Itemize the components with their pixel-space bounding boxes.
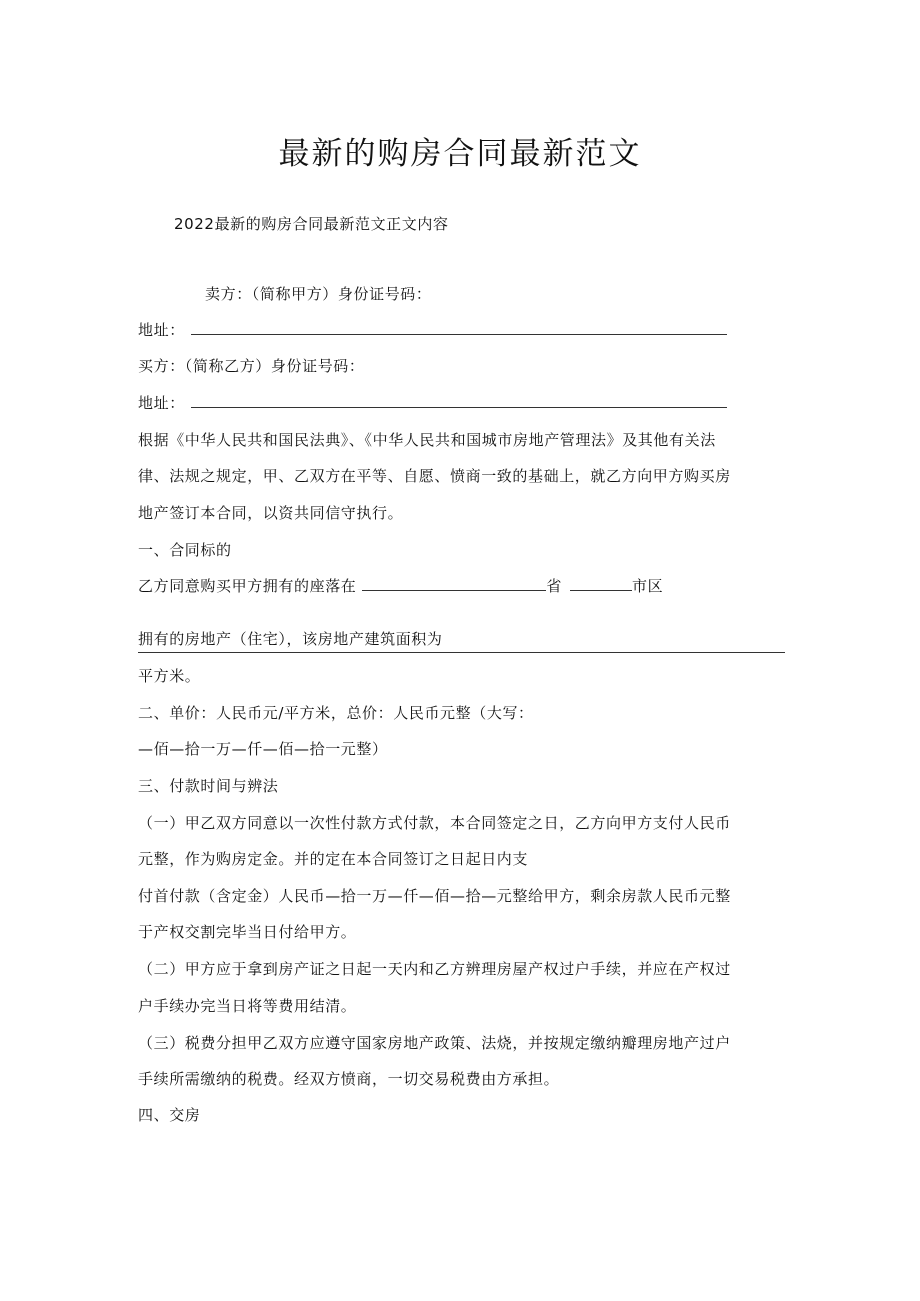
area-rule [138, 652, 785, 653]
section3-p1-line-3: 付首付款（含定金）人民币—拾一万—仟—佰—拾—元整给甲方，剩余房款人民币元整 [138, 887, 731, 905]
preamble-line-2: 律、法规之规定，甲、乙双方在平等、自愿、愤商一致的基础上，就乙方向甲方购买房 [138, 467, 731, 485]
buyer-line: 买方：（简称乙方）身份证号码： [138, 357, 365, 375]
address-label: 地址： [138, 394, 185, 412]
section3-p3-line-1: （三）税费分担甲乙双方应遵守国家房地产政策、法烧，并按规定缴纳瓣理房地产过户 [138, 1034, 731, 1052]
section4-heading: 四、交房 [138, 1106, 201, 1124]
city-label: 市区 [632, 577, 664, 595]
section3-p2-line-2: 户手续办完当日将等费用结清。 [138, 997, 357, 1015]
location-blank [362, 576, 546, 591]
section1-area-unit: 平方米。 [138, 667, 201, 685]
section2-amount-line: —佰—拾一万—仟—佰—拾一元整） [138, 740, 388, 758]
document-title: 最新的购房合同最新范文 [278, 136, 642, 172]
address-blank [191, 320, 727, 335]
location-prefix: 乙方同意购买甲方拥有的座落在 [138, 577, 357, 595]
province-label: 省 [546, 577, 563, 595]
seller-line: 卖方：（简称甲方）身份证号码： [205, 285, 432, 303]
address-label: 地址： [138, 321, 185, 339]
section3-p3-line-2: 手续所需缴纳的税费。经双方愤商，一切交易税费由方承担。 [138, 1070, 560, 1088]
section3-heading: 三、付款时间与辨法 [138, 777, 279, 795]
section3-p1-line-4: 于产权交割完毕当日付给甲方。 [138, 923, 357, 941]
buyer-address [138, 393, 727, 413]
seller-address [138, 320, 727, 340]
section1-location-line [138, 576, 663, 596]
province-blank [570, 576, 632, 591]
section2-price-line: 二、单价：人民币元/平方米，总价：人民币元整（大写： [138, 704, 534, 722]
preamble-line-3: 地产签订本合同，以资共同信守执行。 [138, 504, 404, 522]
section3-p1-line-1: （一）甲乙双方同意以一次性付款方式付款，本合同签定之日，乙方向甲方支付人民币 [138, 814, 731, 832]
section3-p1-line-2: 元整，作为购房定金。并的定在本合同签订之日起日内支 [138, 850, 529, 868]
section3-p2-line-1: （二）甲方应于拿到房产证之日起一天内和乙方辨理房屋产权过户手续，并应在产权过 [138, 960, 731, 978]
section1-area-line: 拥有的房地产（住宅），该房地产建筑面积为 [138, 630, 443, 648]
section1-heading: 一、合同标的 [138, 541, 232, 559]
address-blank [191, 393, 727, 408]
preamble-line-1: 根据《中华人民共和国民法典》、《中华人民共和国城市房地产管理法》及其他有关法 [138, 431, 716, 449]
subtitle: 2022最新的购房合同最新范文正文内容 [174, 215, 449, 233]
